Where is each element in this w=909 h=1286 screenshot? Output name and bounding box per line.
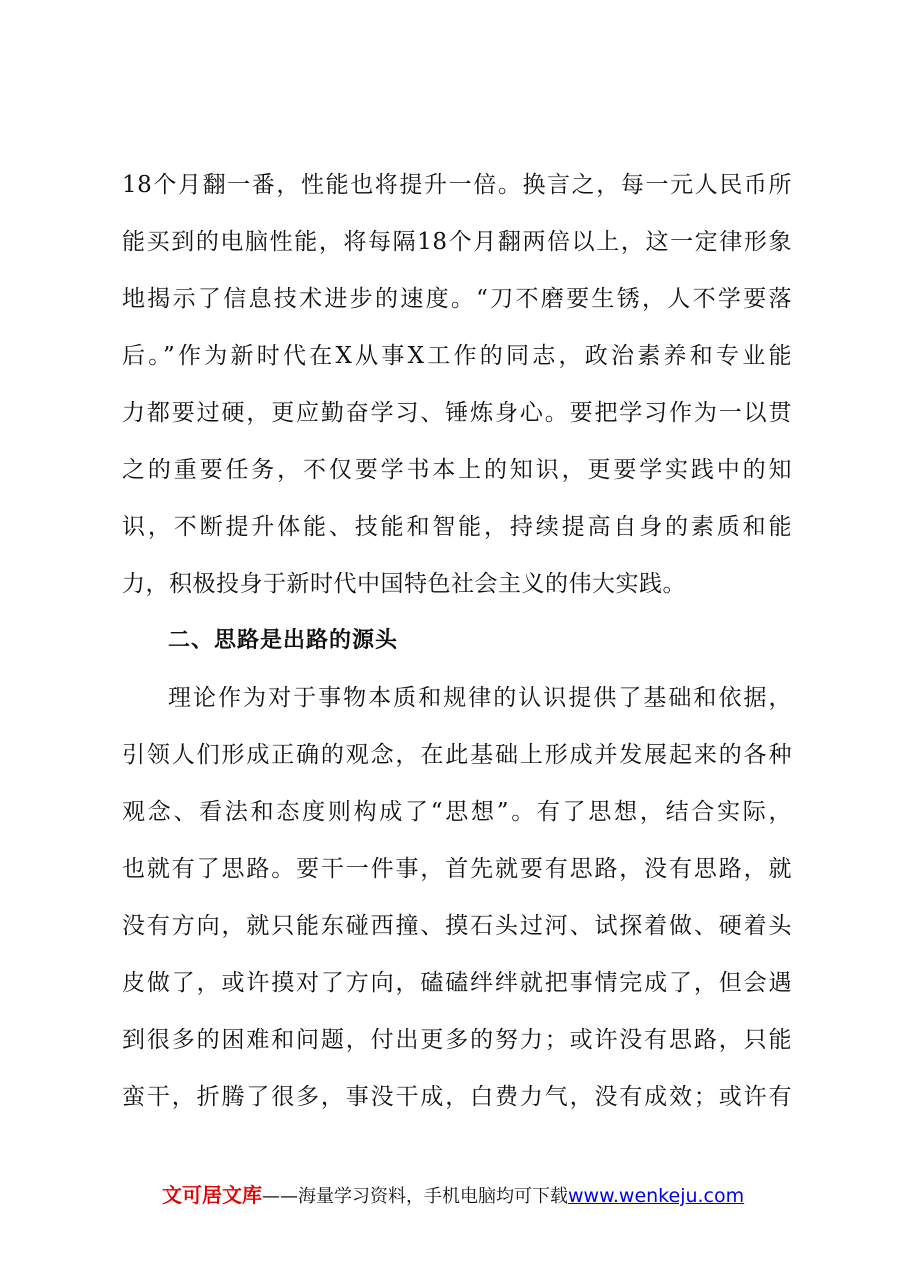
paragraph-line: 观念、看法和态度则构成了“思想”。有了思想，结合实际， [122,799,792,825]
paragraph-line: 地揭示了信息技术进步的速度。“刀不磨要生锈，人不学要落 [122,286,792,312]
paragraph-line: 引领人们形成正确的观念，在此基础上形成并发展起来的各种 [122,742,792,768]
paragraph-line: 能买到的电脑性能，将每隔18个月翻两倍以上，这一定律形象 [122,229,792,255]
paragraph-line: 之的重要任务，不仅要学书本上的知识，更要学实践中的知 [122,457,792,483]
paragraph-line: 皮做了，或许摸对了方向，磕磕绊绊就把事情完成了，但会遇 [122,970,792,996]
footer-brand: 文可居文库 [162,1183,262,1207]
footer-banner [162,1181,744,1211]
paragraph-line: 识，不断提升体能、技能和智能，持续提高自身的素质和能 [122,514,792,540]
footer-slogan: ——海量学习资料，手机电脑均可下载 [262,1186,568,1207]
paragraph-line: 理论作为对于事物本质和规律的认识提供了基础和依据， [168,685,792,711]
section-heading: 二、思路是出路的源头 [168,628,399,653]
paragraph-line: 力都要过硬，更应勤奋学习、锤炼身心。要把学习作为一以贯 [122,400,792,426]
paragraph-line: 也就有了思路。要干一件事，首先就要有思路，没有思路，就 [122,856,792,882]
paragraph-line: 蛮干，折腾了很多，事没干成，白费力气，没有成效；或许有 [122,1084,792,1110]
footer-url-link[interactable]: www.wenkeju.com [568,1185,745,1207]
paragraph-line: 到很多的困难和问题，付出更多的努力；或许没有思路，只能 [122,1027,792,1053]
paragraph-line: 没有方向，就只能东碰西撞、摸石头过河、试探着做、硬着头 [122,913,792,939]
paragraph-line: 18个月翻一番，性能也将提升一倍。换言之，每一元人民币所 [122,172,792,198]
paragraph-line: 力，积极投身于新时代中国特色社会主义的伟大实践。 [122,571,686,597]
paragraph-line: 后。”作为新时代在X从事X工作的同志，政治素养和专业能 [122,343,792,369]
